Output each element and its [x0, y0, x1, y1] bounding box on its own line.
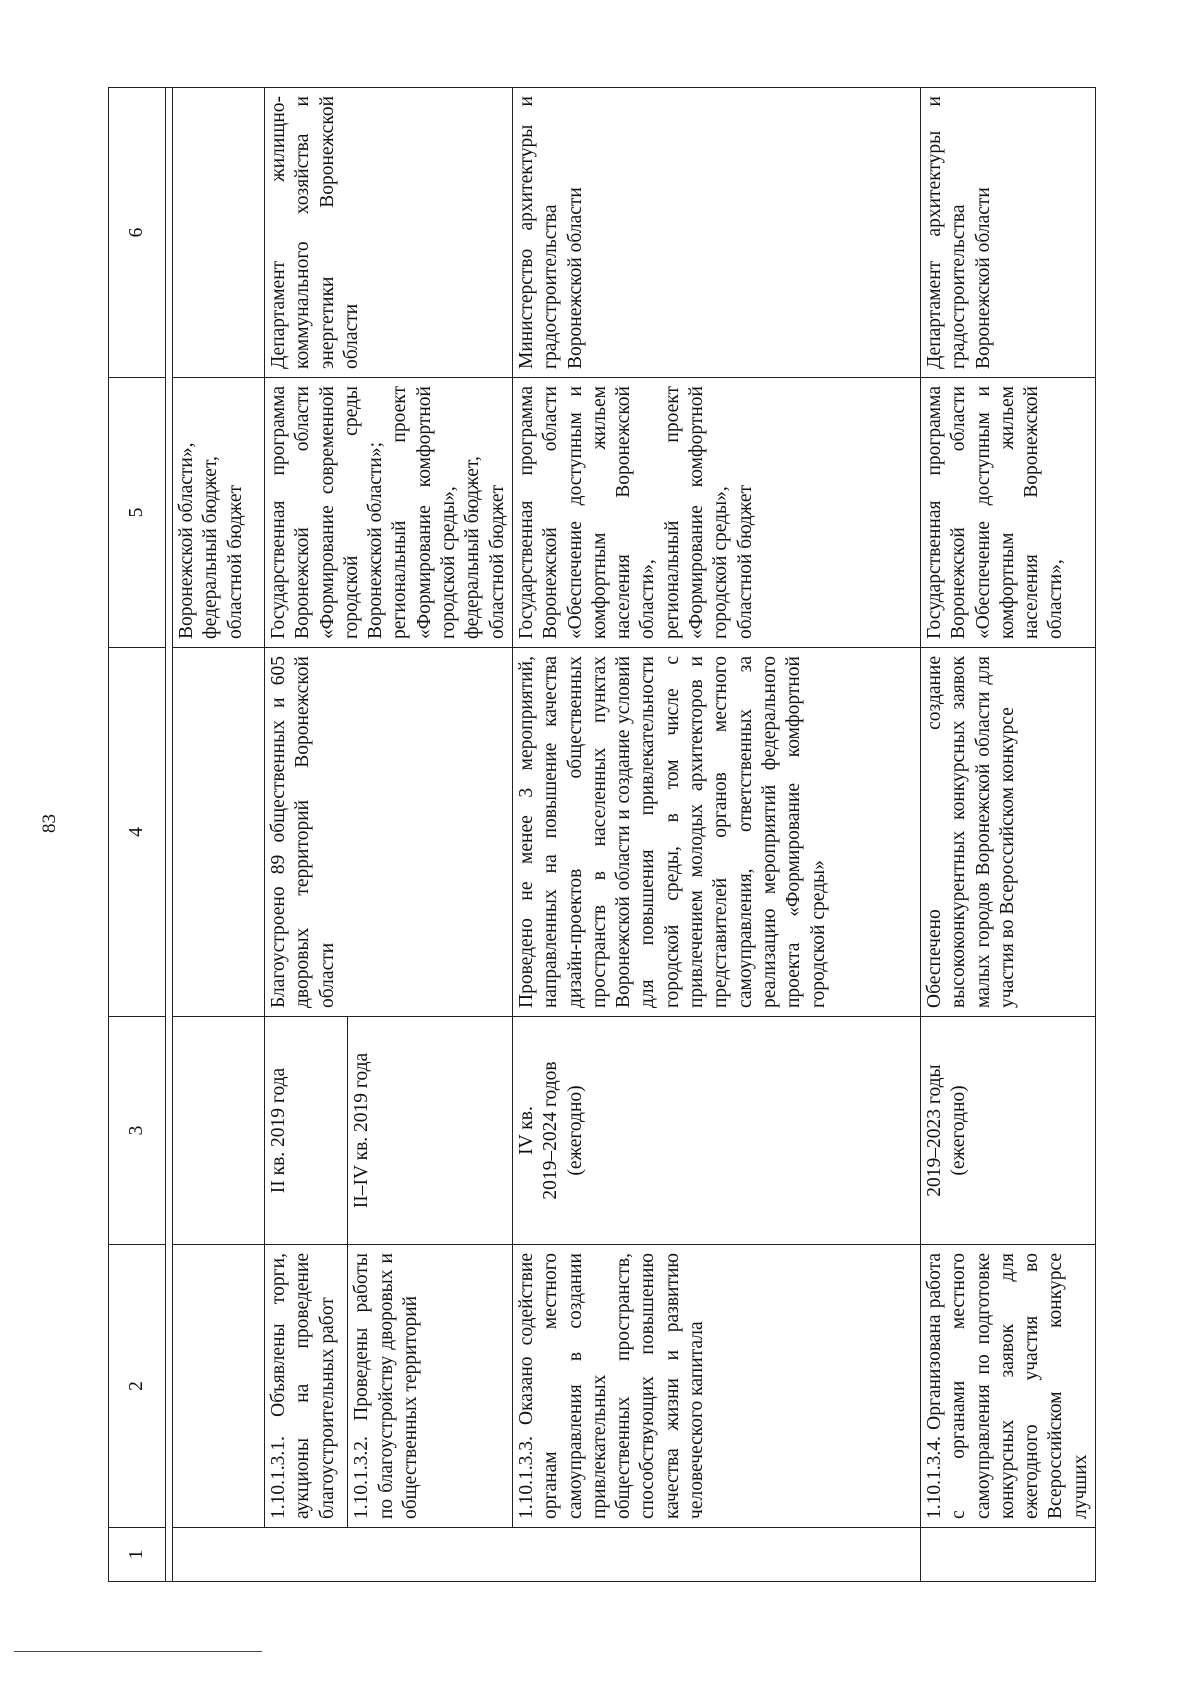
funding-line: региональный проект «Формирование комфортной городской среды»,: [661, 386, 732, 639]
cell-empty: [173, 648, 265, 1017]
column-number: 6: [109, 88, 166, 378]
funding-line: областной бюджет: [224, 484, 246, 639]
cell-deadline: II–IV кв. 2019 года: [348, 1017, 513, 1245]
column-number: 2: [109, 1245, 166, 1528]
cell-measure-title: 1.10.1.3.1. Объявлены торги, аукционы на проведение благоустроительных работ: [265, 1245, 348, 1528]
cell-funding-source: [265, 378, 513, 648]
column-number-row: [109, 88, 166, 1582]
cell-deadline: [920, 1017, 1095, 1245]
table-row: [920, 88, 1095, 1582]
deadline-line: 2019–2023 годы: [923, 1064, 945, 1197]
plan-table: [108, 87, 1096, 1582]
cell-funding-source: [512, 378, 920, 648]
cell-deadline: II кв. 2019 года: [265, 1017, 348, 1245]
deadline-line: (ежегодно): [948, 1085, 970, 1176]
cell-measure-title: 1.10.1.3.3. Оказано содействие органам местного самоуправления в создании привлекательных общественных пространств, способствующих повышению качества жизни и развитию человеческого капитала: [512, 1245, 920, 1528]
column-number: 5: [109, 378, 166, 648]
funding-line: федеральный бюджет,: [200, 456, 222, 639]
funding-line: Государственная программа Воронежской области «Формирование современной городской среды Воронежской области»;: [268, 386, 387, 639]
funding-line: областной бюджет: [734, 484, 756, 639]
cell-responsible: Департамент жилищно-коммунального хозяйства и энергетики Воронежской области: [265, 88, 513, 378]
deadline-line: 2019–2024 годов: [540, 1061, 562, 1200]
page-number: 83: [39, 814, 60, 833]
cell-measure-title: 1.10.1.3.2. Проведены работы по благоустройству дворовых и общественных территорий: [348, 1245, 513, 1528]
cell-responsible: Министерство архитектуры и градостроительства Воронежской области: [512, 88, 920, 378]
cell-col1-empty: [920, 1528, 1095, 1582]
column-number: 3: [109, 1017, 166, 1245]
cell-expected-result: Обеспечено создание высококонкурентных конкурсных заявок малых городов Воронежской области для участия во Всероссийском конкурсе: [920, 648, 1095, 1017]
cell-funding-source: [920, 378, 1095, 648]
cell-empty: [173, 88, 265, 378]
cell-expected-result: Проведено не менее 3 мероприятий, направленных на повышение качества дизайн-проектов общественных пространств в населенных пунктах Воронежской области и создание условий для повышения привлекательности городской среды, в том числе с привлечением молодых архитекторов и представителей органов местного самоуправления, ответственных за реализацию мероприятий федерального проекта «Формирование комфортной городской среды»: [512, 648, 920, 1017]
cell-funding-continuation: [173, 378, 265, 648]
scan-edge-line: [14, 1651, 262, 1652]
deadline-line: IV кв.: [515, 1106, 537, 1155]
cell-empty: [173, 1245, 265, 1528]
cell-col1-empty: [173, 1528, 921, 1582]
table-row-continuation: [173, 88, 265, 1582]
spacer-row: [166, 88, 173, 1582]
cell-deadline: [512, 1017, 920, 1245]
cell-responsible: Департамент архитектуры и градостроительства Воронежской области: [920, 88, 1095, 378]
cell-expected-result: Благоустроено 89 общественных и 605 дворовых территорий Воронежской области: [265, 648, 513, 1017]
cell-measure-title: 1.10.1.3.4. Организована работа с органами местного самоуправления по подготовке конкурсных заявок для ежегодного участия во Всероссийском конкурсе лучших: [920, 1245, 1095, 1528]
column-number: 1: [109, 1528, 166, 1582]
table-row: [265, 88, 348, 1582]
funding-line: Воронежской области»,: [176, 442, 197, 639]
funding-line: областной бюджет: [486, 484, 508, 639]
column-number: 4: [109, 648, 166, 1017]
landscape-table-sheet: [108, 88, 1091, 1582]
cell-empty: [173, 1017, 265, 1245]
deadline-line: (ежегодно): [564, 1085, 586, 1176]
funding-line: региональный проект «Формирование комфортной городской среды»,: [389, 386, 460, 639]
funding-line: федеральный бюджет,: [462, 456, 484, 639]
spacer-cell: [166, 88, 173, 1582]
funding-line: Государственная программа Воронежской области «Обеспечение доступным и комфортным жильем населения Воронежской области»,: [923, 386, 1067, 639]
table-row: [512, 88, 920, 1582]
funding-line: Государственная программа Воронежской области «Обеспечение доступным и комфортным жильем населения Воронежской области»,: [515, 386, 659, 639]
